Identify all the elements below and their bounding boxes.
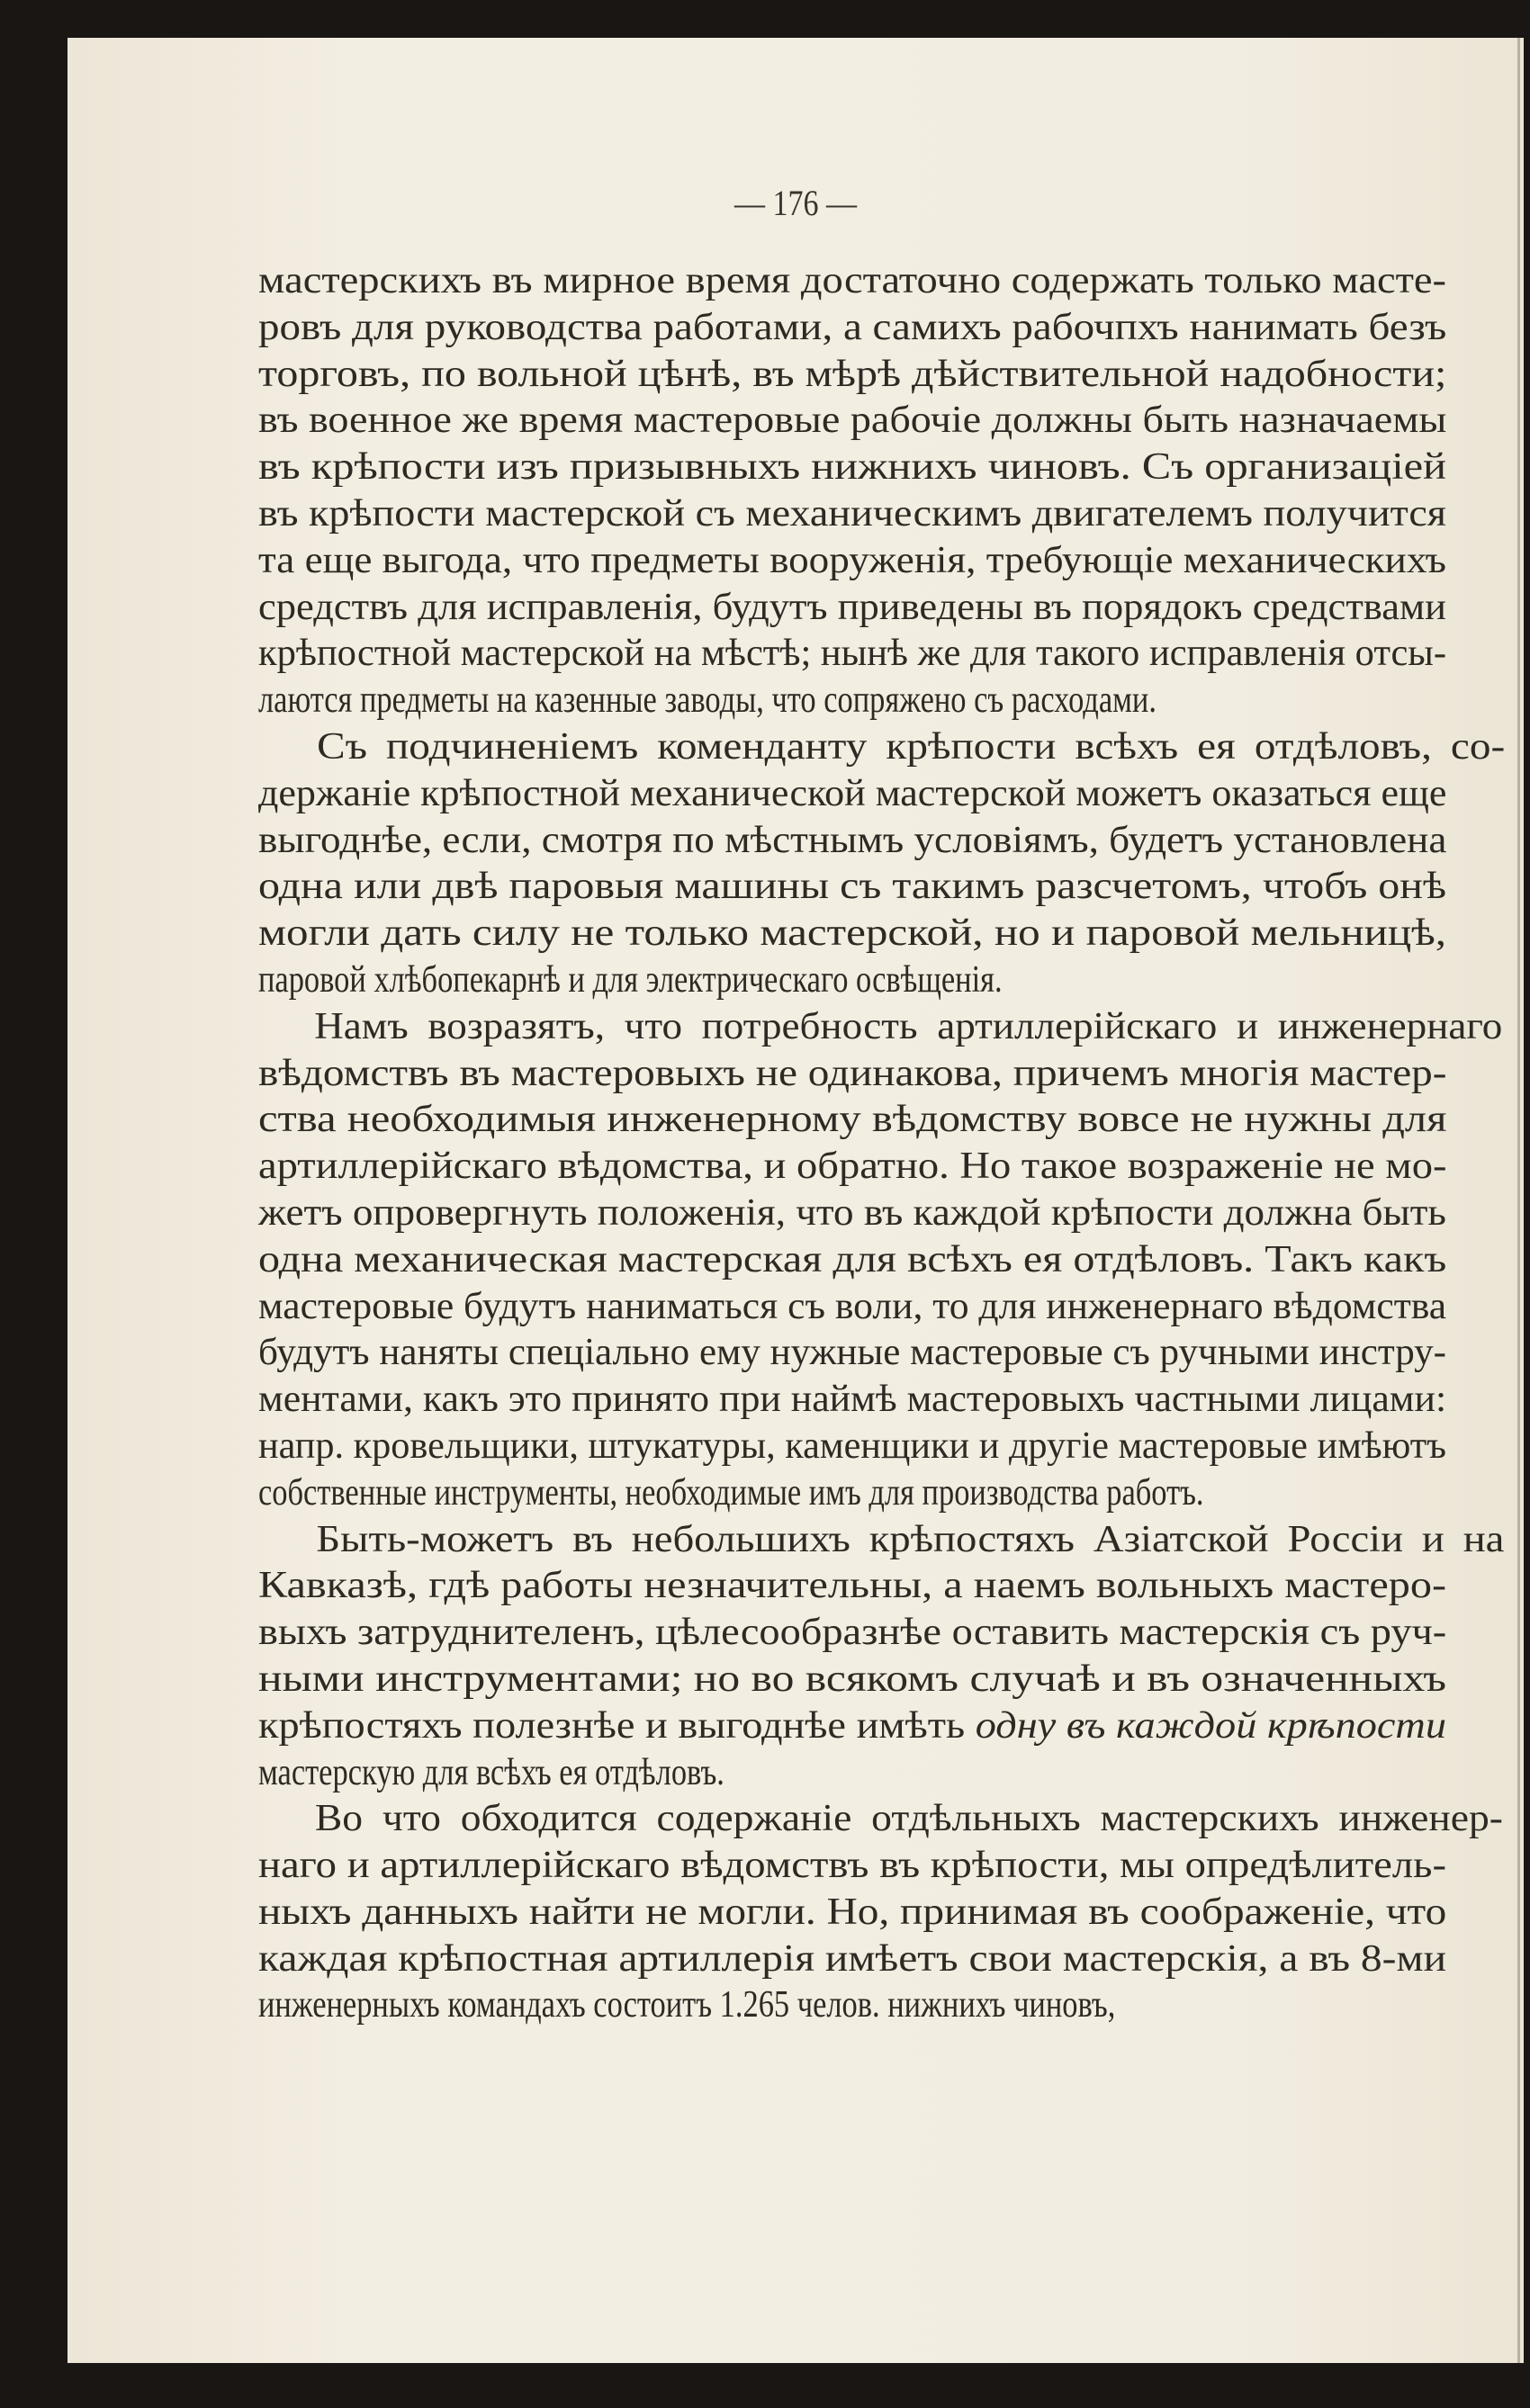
text-line: ства необходимыя инженерному вѣдомству вовсе не нужны для bbox=[258, 1099, 1447, 1141]
text-line: въ военное же время мастеровые рабочіе должны быть назначаемы bbox=[258, 400, 1447, 442]
text-line: выхъ затруднителенъ, цѣлесообразнѣе оставить мастерскія съ руч- bbox=[258, 1612, 1447, 1654]
text-line: напр. кровельщики, штукатуры, каменщики и другіе мастеровые имѣютъ bbox=[258, 1424, 1446, 1467]
text-line: держаніе крѣпостной механической мастерской можетъ оказаться еще bbox=[258, 772, 1447, 814]
text-line: ныхъ данныхъ найти не могли. Но, принимая въ соображеніе, что bbox=[258, 1891, 1447, 1933]
text-line: выгоднѣе, если, смотря по мѣстнымъ условіямъ, будетъ установлена bbox=[258, 819, 1447, 861]
text-line: ными инструментами; но во всякомъ случаѣ и въ означенныхъ bbox=[258, 1658, 1446, 1700]
book-page bbox=[68, 38, 1524, 2363]
text-line bbox=[258, 1703, 1446, 1750]
text-line: инженерныхъ командахъ состоитъ 1.265 челов. нижнихъ чиновъ, bbox=[258, 1984, 1116, 2026]
paragraph bbox=[258, 258, 1446, 724]
paragraph bbox=[258, 1796, 1503, 2029]
text-line: одна или двѣ паровыя машины съ такимъ разсчетомъ, чтобъ онѣ bbox=[258, 866, 1446, 908]
text-line: въ крѣпости изъ призывныхъ нижнихъ чиновъ. Съ организаціей bbox=[258, 446, 1446, 489]
text-line: Кавказѣ, гдѣ работы незначительны, а наемъ вольныхъ мастеро- bbox=[258, 1565, 1446, 1607]
text-line: ментами, какъ это принято при наймѣ мастеровыхъ частными лицами: bbox=[258, 1379, 1447, 1421]
text-line: Во что обходится содержаніе отдѣльныхъ мастерскихъ инженер- bbox=[314, 1798, 1503, 1840]
text-line: жетъ опровергнуть положенія, что въ каждой крѣпости должна быть bbox=[258, 1191, 1446, 1234]
text-line: въ крѣпости мастерской съ механическимъ двигателемъ получится bbox=[258, 492, 1447, 535]
page-number: — 176 — bbox=[734, 183, 857, 223]
text-line: торговъ, по вольной цѣнѣ, въ мѣрѣ дѣйствительной надобности; bbox=[258, 353, 1447, 395]
body-text bbox=[258, 258, 1506, 2029]
paragraph bbox=[258, 1517, 1505, 1797]
paragraph bbox=[258, 724, 1506, 1004]
text-line: крѣпостной мастерской на мѣстѣ; нынѣ же для такого исправленія отсы- bbox=[258, 633, 1446, 675]
text-line: артиллерійскаго вѣдомства, и обратно. Но такое возраженіе не мо- bbox=[258, 1146, 1447, 1188]
text-line: одна механическая мастерская для всѣхъ ея отдѣловъ. Такъ какъ bbox=[258, 1238, 1447, 1280]
text-line: Съ подчиненіемъ коменданту крѣпости всѣхъ ея отдѣловъ, со- bbox=[317, 725, 1506, 768]
text-line: вѣдомствъ въ мастеровыхъ не одинакова, причемъ многія мастер- bbox=[258, 1052, 1447, 1094]
text-line: ровъ для руководства работами, а самихъ рабочпхъ нанимать безъ bbox=[258, 306, 1447, 348]
text-line: Намъ возразятъ, что потребность артиллерійскаго и инженернаго bbox=[314, 1005, 1503, 1047]
text-run: крѣпостяхъ полезнѣе и выгоднѣе имѣть bbox=[258, 1704, 976, 1747]
text-line: Быть-можетъ въ небольшихъ крѣпостяхъ Азіатской Россіи и на bbox=[316, 1518, 1505, 1560]
text-line: лаются предметы на казенные заводы, что сопряжено съ расходами. bbox=[258, 679, 1156, 722]
text-line: мастерскихъ въ мирное время достаточно содержать только масте- bbox=[258, 260, 1447, 301]
paragraph bbox=[258, 1004, 1503, 1517]
text-line: каждая крѣпостная артиллерія имѣетъ свои мастерскія, а въ 8-ми bbox=[258, 1937, 1446, 1980]
text-line: собственные инструменты, необходимые имъ для производства работъ. bbox=[258, 1471, 1204, 1514]
text-line: могли дать силу не только мастерской, но и паровой мельницѣ, bbox=[258, 912, 1446, 955]
text-line: наго и артиллерійскаго вѣдомствъ въ крѣпости, мы опредѣлитель- bbox=[258, 1845, 1447, 1887]
text-line: средствъ для исправленія, будутъ приведены въ порядокъ средствами bbox=[258, 586, 1446, 628]
text-line: паровой хлѣбопекарнѣ и для электрическаго освѣщенія. bbox=[258, 958, 1003, 1001]
text-line: будутъ наняты спеціально ему нужные мастеровые съ ручными инстру- bbox=[258, 1332, 1446, 1374]
text-line: та еще выгода, что предметы вооруженія, требующіе механическихъ bbox=[258, 539, 1447, 581]
text-line: мастеровые будутъ наниматься съ воли, то для инженернаго вѣдомства bbox=[258, 1285, 1447, 1327]
emphasized-text: одну въ каждой крѣпости bbox=[975, 1704, 1446, 1747]
text-line: мастерскую для всѣхъ ея отдѣловъ. bbox=[258, 1751, 724, 1793]
